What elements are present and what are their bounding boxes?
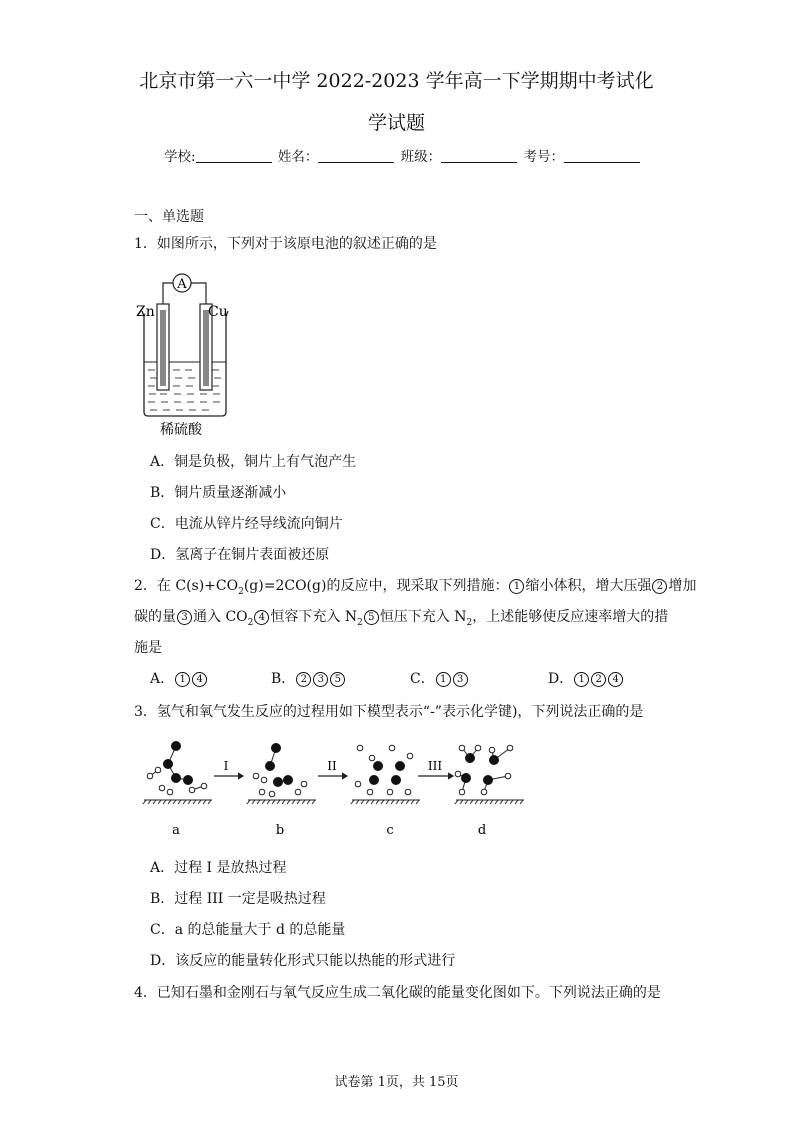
q2-option-a: A． 1 4 (150, 668, 208, 688)
q1-stem: 1．如图所示，下列对于该原电池的叙述正确的是 (134, 236, 437, 252)
q3-stem: 3．氢气和氧气发生反应的过程用如下模型表示“-”表示化学键)，下列说法正确的是 (134, 704, 644, 720)
page-footer: 试卷第 1页，共 15页 (334, 1075, 459, 1090)
q3-option-b: B．过程 III 一定是吸热过程 (150, 891, 326, 907)
name-label: 姓名： (277, 149, 319, 165)
school-blank (196, 148, 272, 163)
state-b-atoms (253, 748, 307, 797)
circled-number: 2 (652, 579, 667, 594)
circled-number: 3 (177, 610, 192, 625)
galvanic-cell-figure (130, 266, 240, 438)
q1-option-c: C．电流从锌片经导线流向铜片 (150, 516, 343, 532)
q4-stem: 4．已知石墨和金刚石与氧气反应生成二氧化碳的能量变化图如下。下列说法正确的是 (134, 985, 661, 1001)
q3-option-a: A．过程 I 是放热过程 (150, 860, 287, 876)
q2-line-1: 2．在 $C(s)+CO_2(g)=2CO(g)$的反应中，现采取下列措施： 1 缩小体积，增大压强 2 增加 (134, 578, 697, 597)
q2-line-2: 碳的量 3 通入 $CO_2$ 4 恒容下充入 $N_2$ 5 恒压下充入 $N_2$，上述能够使反应速率增大的措 (134, 609, 669, 628)
name-blank (318, 148, 394, 163)
q1-option-b: B．铜片质量逐渐减小 (150, 485, 287, 501)
q2-line-3: 施是 (134, 640, 162, 656)
ammeter-label: A (177, 277, 187, 292)
section-heading: 一、单选题 (134, 209, 204, 225)
q1-option-a: A．铜是负极，铜片上有气泡产生 (150, 454, 357, 470)
q1-option-d: D．氢离子在铜片表面被还原 (150, 547, 330, 563)
state-label-b: b (275, 823, 285, 838)
state-a-molecules (147, 746, 207, 795)
arrow-label-2: II (327, 759, 337, 773)
state-label-a: a (172, 823, 180, 838)
number-blank (564, 148, 640, 163)
solution-label: 稀硫酸 (160, 422, 202, 438)
q3-option-d: D．该反应的能量转化形式只能以热能的形式进行 (150, 953, 456, 969)
state-c-atoms (355, 745, 413, 795)
reaction-model-figure (138, 736, 528, 842)
state-d-water-molecules (455, 745, 513, 795)
class-blank (441, 148, 517, 163)
number-label: 考号： (523, 149, 564, 165)
school-label: 学校: (164, 149, 196, 165)
page-title-line-1: 北京市第一六一中学 2022-2023 学年高一下学期期中考试化 (139, 70, 654, 92)
student-info-line (164, 145, 642, 165)
circled-number: 5 (364, 610, 379, 625)
circled-number: 1 (509, 579, 524, 594)
q2-option-b: B． 2 3 5 (271, 668, 346, 688)
cu-label: Cu (208, 304, 228, 320)
class-label: 班级： (400, 149, 442, 165)
arrow-label-3: III (427, 759, 443, 773)
q2-option-c: C． 1 3 (410, 668, 469, 688)
process-arrows (214, 773, 453, 779)
q2-option-d: D． 1 2 4 (548, 668, 624, 688)
state-label-d: d (477, 823, 487, 838)
zn-label: Zn (136, 304, 155, 320)
q3-option-c: C．a 的总能量大于 d 的总能量 (150, 922, 346, 938)
beaker (142, 311, 228, 416)
circled-number: 4 (254, 610, 269, 625)
page-title-line-2: 学试题 (367, 112, 425, 134)
arrow-label-1: I (223, 759, 229, 773)
state-label-c: c (386, 823, 394, 838)
